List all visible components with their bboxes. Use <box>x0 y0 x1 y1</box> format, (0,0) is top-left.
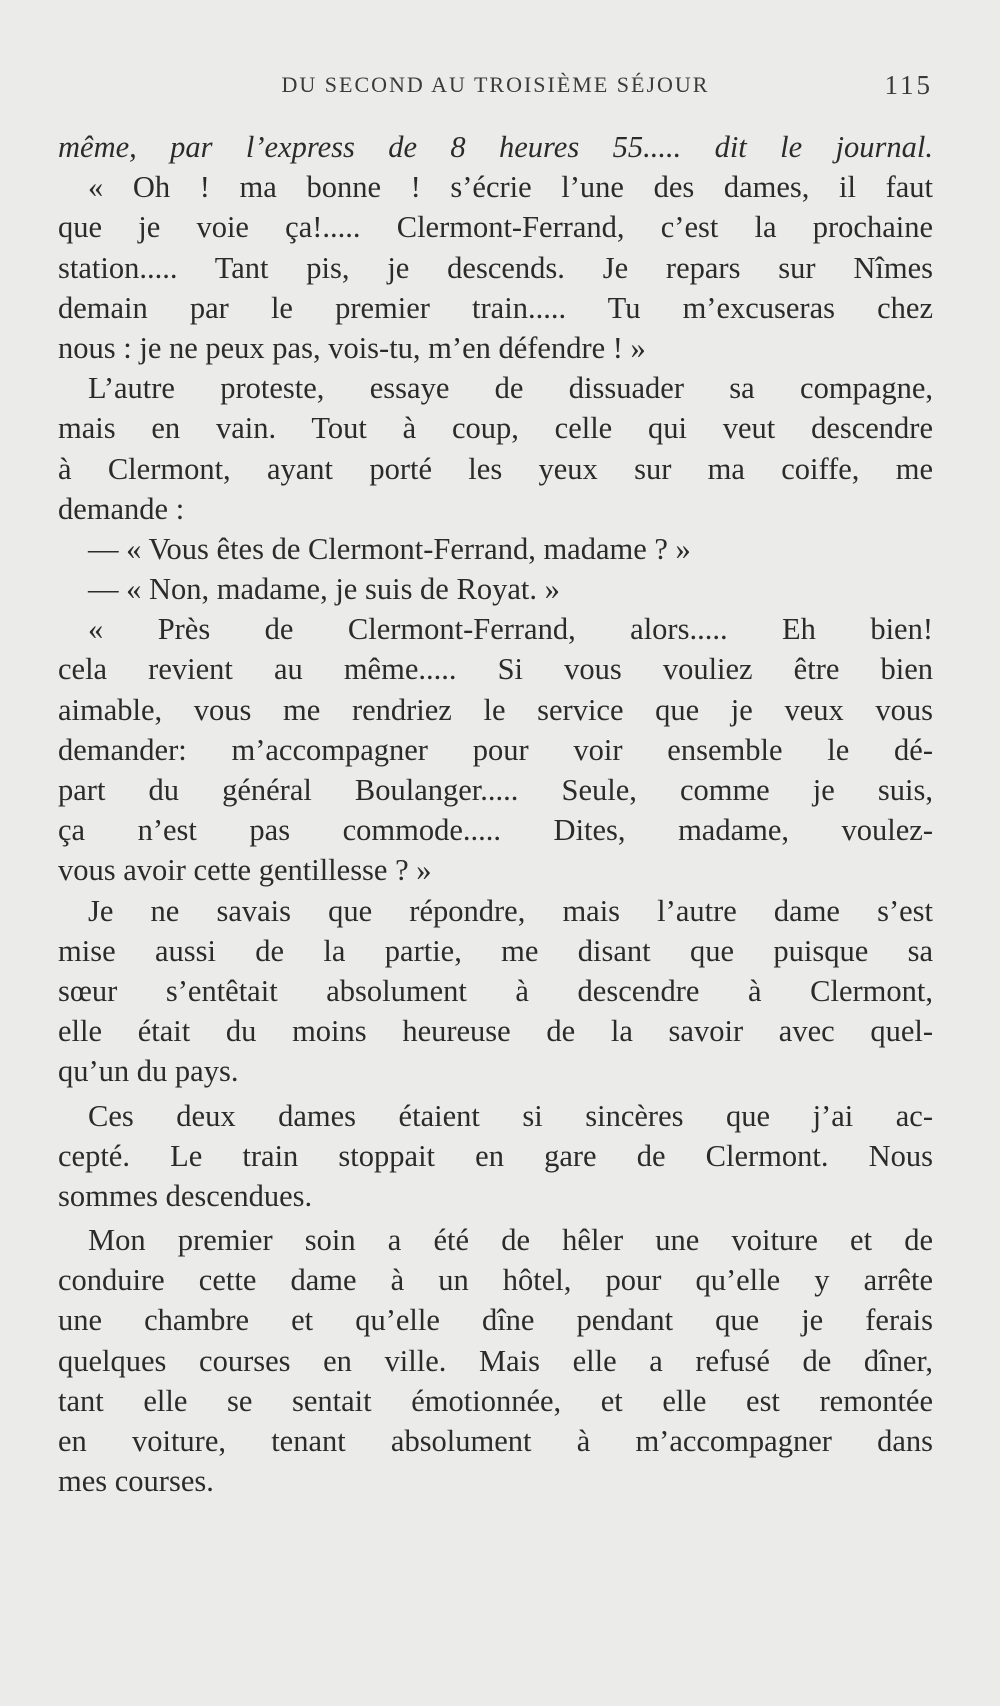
text-line: demander: m’accompagner pour voir ensemble le dé- <box>58 732 933 767</box>
text-line: une chambre et qu’elle dîne pendant que je ferais <box>58 1303 933 1338</box>
text-line: Ces deux dames étaient si sincères que j’ai ac- <box>88 1098 933 1133</box>
text-line: que je voie ça!..... Clermont-Ferrand, c’est la prochaine <box>58 210 933 245</box>
text-line: station..... Tant pis, je descends. Je repars sur Nîmes <box>58 250 933 285</box>
text-line: qu’un du pays. <box>58 1054 239 1089</box>
text-line: vous avoir cette gentillesse ? » <box>58 853 432 888</box>
text-line: demande : <box>58 491 185 526</box>
text-line: conduire cette dame à un hôtel, pour qu’elle y arrête <box>58 1263 933 1298</box>
text-line: — « Vous êtes de Clermont-Ferrand, madame ? » <box>88 531 691 566</box>
text-line: L’autre proteste, essaye de dissuader sa compagne, <box>88 371 933 406</box>
text-line: — « Non, madame, je suis de Royat. » <box>88 572 560 607</box>
text-line: tant elle se sentait émotionnée, et elle est remontée <box>58 1383 933 1418</box>
text-line: ça n’est pas commode..... Dites, madame, voulez- <box>58 813 933 848</box>
running-head <box>58 72 933 108</box>
body-text <box>58 127 933 1501</box>
text-line: cepté. Le train stoppait en gare de Clermont. Nous <box>58 1138 933 1173</box>
text-line: elle était du moins heureuse de la savoir avec quel- <box>58 1014 933 1049</box>
text-line: « Oh ! ma bonne ! s’écrie l’une des dames, il faut <box>88 170 933 205</box>
text-line: sommes descendues. <box>58 1178 313 1213</box>
text-line: mise aussi de la partie, me disant que puisque sa <box>58 933 933 968</box>
text-line: nous : je ne peux pas, vois-tu, m’en défendre ! » <box>58 330 646 365</box>
text-line: mais en vain. Tout à coup, celle qui veut descendre <box>58 411 933 446</box>
page-number: 115 <box>884 70 933 100</box>
text-line: cela revient au même..... Si vous vouliez être bien <box>58 652 933 687</box>
text-line: quelques courses en ville. Mais elle a refusé de dîner, <box>58 1343 933 1378</box>
text-line: part du général Boulanger..... Seule, comme je suis, <box>58 773 933 807</box>
text-line: aimable, vous me rendriez le service que je veux vous <box>58 692 933 727</box>
text-line: même, par l’express de 8 heures 55..... dit le journal. <box>58 130 933 164</box>
text-line: Je ne savais que répondre, mais l’autre dame s’est <box>88 893 933 928</box>
text-line: demain par le premier train..... Tu m’excuseras chez <box>58 290 933 325</box>
text-line: en voiture, tenant absolument à m’accompagner dans <box>58 1424 933 1458</box>
running-title: DU SECOND AU TROISIÈME SÉJOUR <box>281 72 710 97</box>
text-line: sœur s’entêtait absolument à descendre à Clermont, <box>58 973 933 1008</box>
text-line: « Près de Clermont-Ferrand, alors..... Eh bien! <box>88 612 933 647</box>
text-line: à Clermont, ayant porté les yeux sur ma coiffe, me <box>58 451 933 486</box>
text-line: mes courses. <box>58 1464 214 1499</box>
text-line: Mon premier soin a été de hêler une voiture et de <box>88 1223 933 1258</box>
